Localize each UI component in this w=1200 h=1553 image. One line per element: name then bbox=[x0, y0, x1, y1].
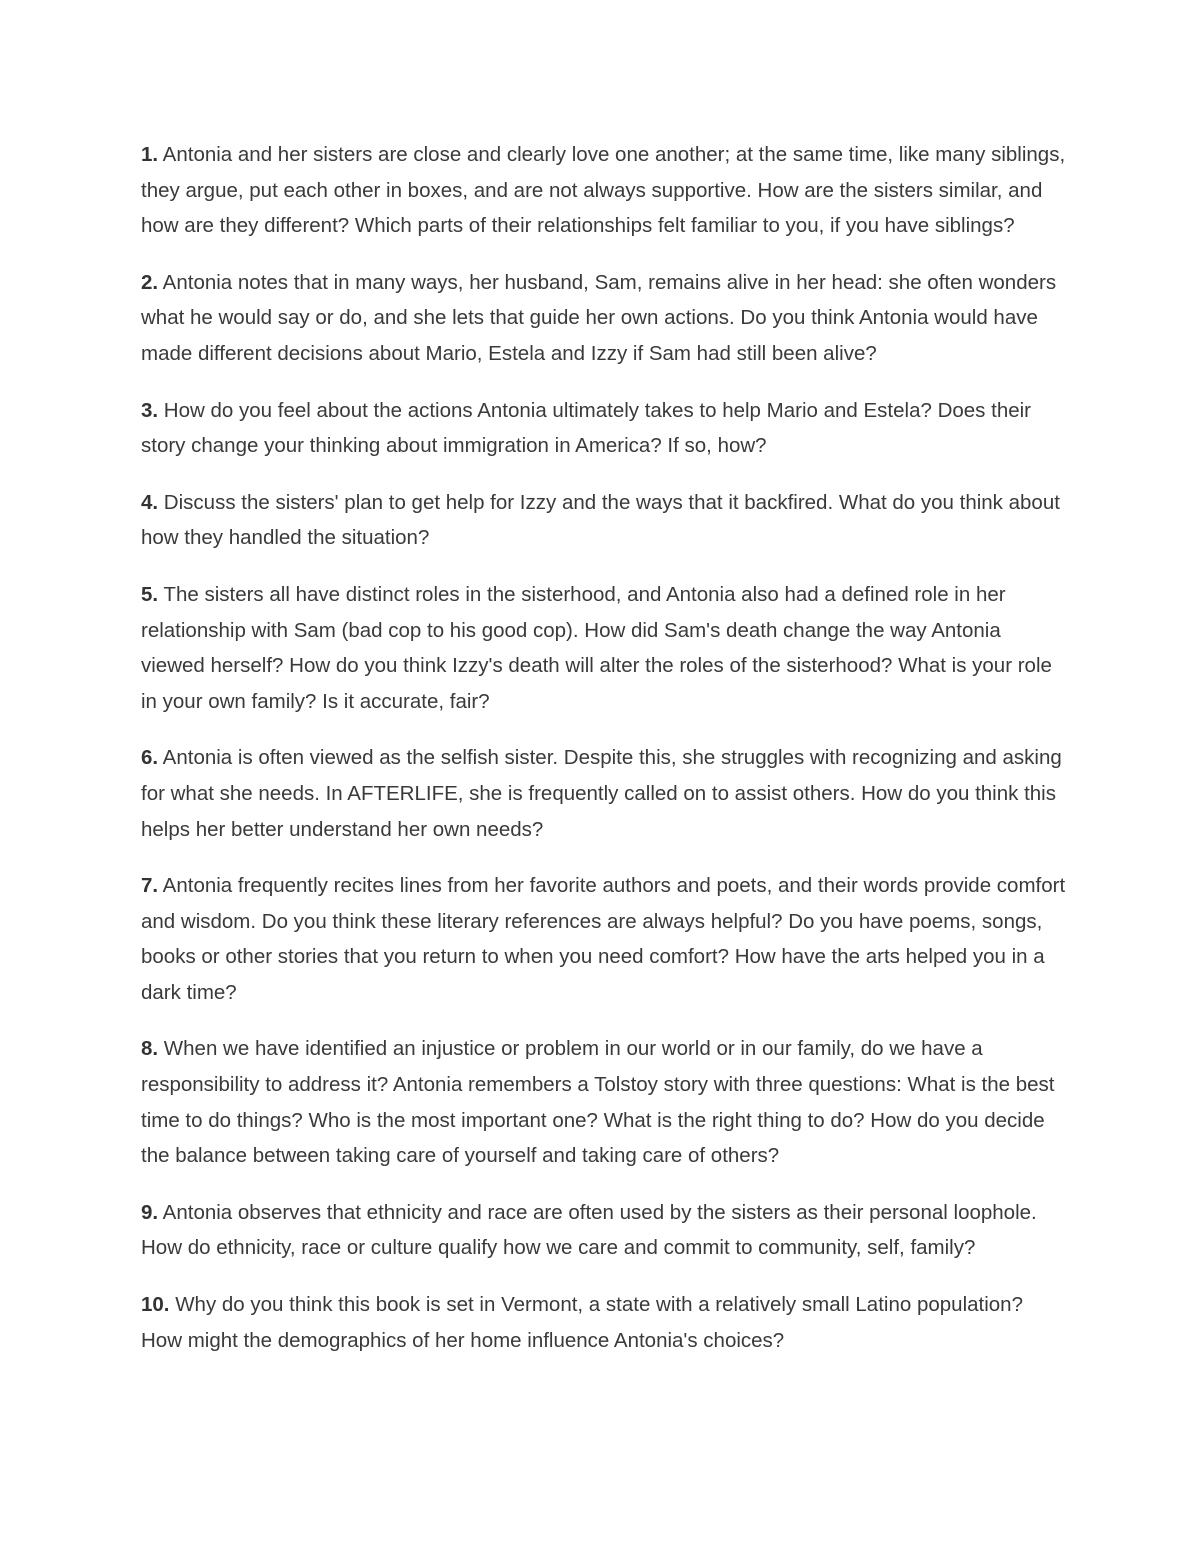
question-4 bbox=[141, 485, 1066, 556]
question-text: Antonia observes that ethnicity and race are often used by the sisters as their personal loophole. How do ethnicity, race or culture qualify how we care and commit to community, self, family? bbox=[141, 1200, 1037, 1260]
question-number: 7. bbox=[141, 874, 159, 898]
question-number: 1. bbox=[141, 143, 159, 166]
question-number: 9. bbox=[141, 1200, 159, 1224]
question-number: 5. bbox=[141, 582, 159, 606]
question-3 bbox=[141, 393, 1066, 464]
question-text: Discuss the sisters' plan to get help for Izzy and the ways that it backfired. What do you think about how they handled the situation? bbox=[141, 490, 1060, 550]
question-number: 4. bbox=[141, 490, 159, 514]
question-text: How do you feel about the actions Antonia ultimately takes to help Mario and Estela? Does their story change your thinking about immigration in America? If so, how? bbox=[141, 398, 1032, 458]
question-1 bbox=[141, 137, 1066, 244]
question-10 bbox=[141, 1287, 1066, 1358]
question-text: Antonia notes that in many ways, her husband, Sam, remains alive in her head: she often wonders what he would say or do, and she lets that guide her own actions. Do you think Antonia would have made different decisions about Mario, Estela and Izzy if Sam had still been alive? bbox=[141, 270, 1057, 365]
question-text: Antonia is often viewed as the selfish sister. Despite this, she struggles with recognizing and asking for what she needs. In AFTERLIFE, she is frequently called on to assist others. How do you think this helps her better understand her own needs? bbox=[141, 746, 1062, 841]
question-text: Antonia and her sisters are close and clearly love one another; at the same time, like many siblings, they argue, put each other in boxes, and are not always supportive. How are the sisters similar, and how are they different? Which parts of their relationships felt familiar to you, if you have siblings? bbox=[141, 143, 1066, 238]
question-7 bbox=[141, 868, 1066, 1010]
question-9 bbox=[141, 1195, 1066, 1266]
question-number: 2. bbox=[141, 270, 159, 294]
question-6 bbox=[141, 740, 1066, 847]
question-text: Antonia frequently recites lines from her favorite authors and poets, and their words provide comfort and wisdom. Do you think these literary references are always helpful? Do you have poems, songs, books or other stories that you return to when you need comfort? How have the arts helped you in a dark time? bbox=[141, 874, 1066, 1004]
question-number: 10. bbox=[141, 1293, 170, 1317]
question-2 bbox=[141, 265, 1066, 372]
question-number: 8. bbox=[141, 1037, 159, 1061]
question-8 bbox=[141, 1031, 1066, 1173]
question-5 bbox=[141, 577, 1066, 719]
question-number: 6. bbox=[141, 746, 159, 770]
question-text: When we have identified an injustice or problem in our world or in our family, do we have a responsibility to address it? Antonia remembers a Tolstoy story with three questions: What is the best time to do things? Who is the most important one? What is the right thing to do? How do you decide the balance between taking care of yourself and taking care of others? bbox=[141, 1037, 1055, 1168]
question-number: 3. bbox=[141, 398, 159, 422]
discussion-questions bbox=[141, 137, 1066, 1379]
question-text: Why do you think this book is set in Vermont, a state with a relatively small Latino population? How might the demographics of her home influence Antonia's choices? bbox=[141, 1293, 1023, 1352]
question-text: The sisters all have distinct roles in the sisterhood, and Antonia also had a defined role in her relationship with Sam (bad cop to his good cop). How did Sam's death change the way Antonia viewed herself? How do you think Izzy's death will alter the roles of the sisterhood? What is your role in your own family? Is it accurate, fair? bbox=[141, 582, 1052, 713]
